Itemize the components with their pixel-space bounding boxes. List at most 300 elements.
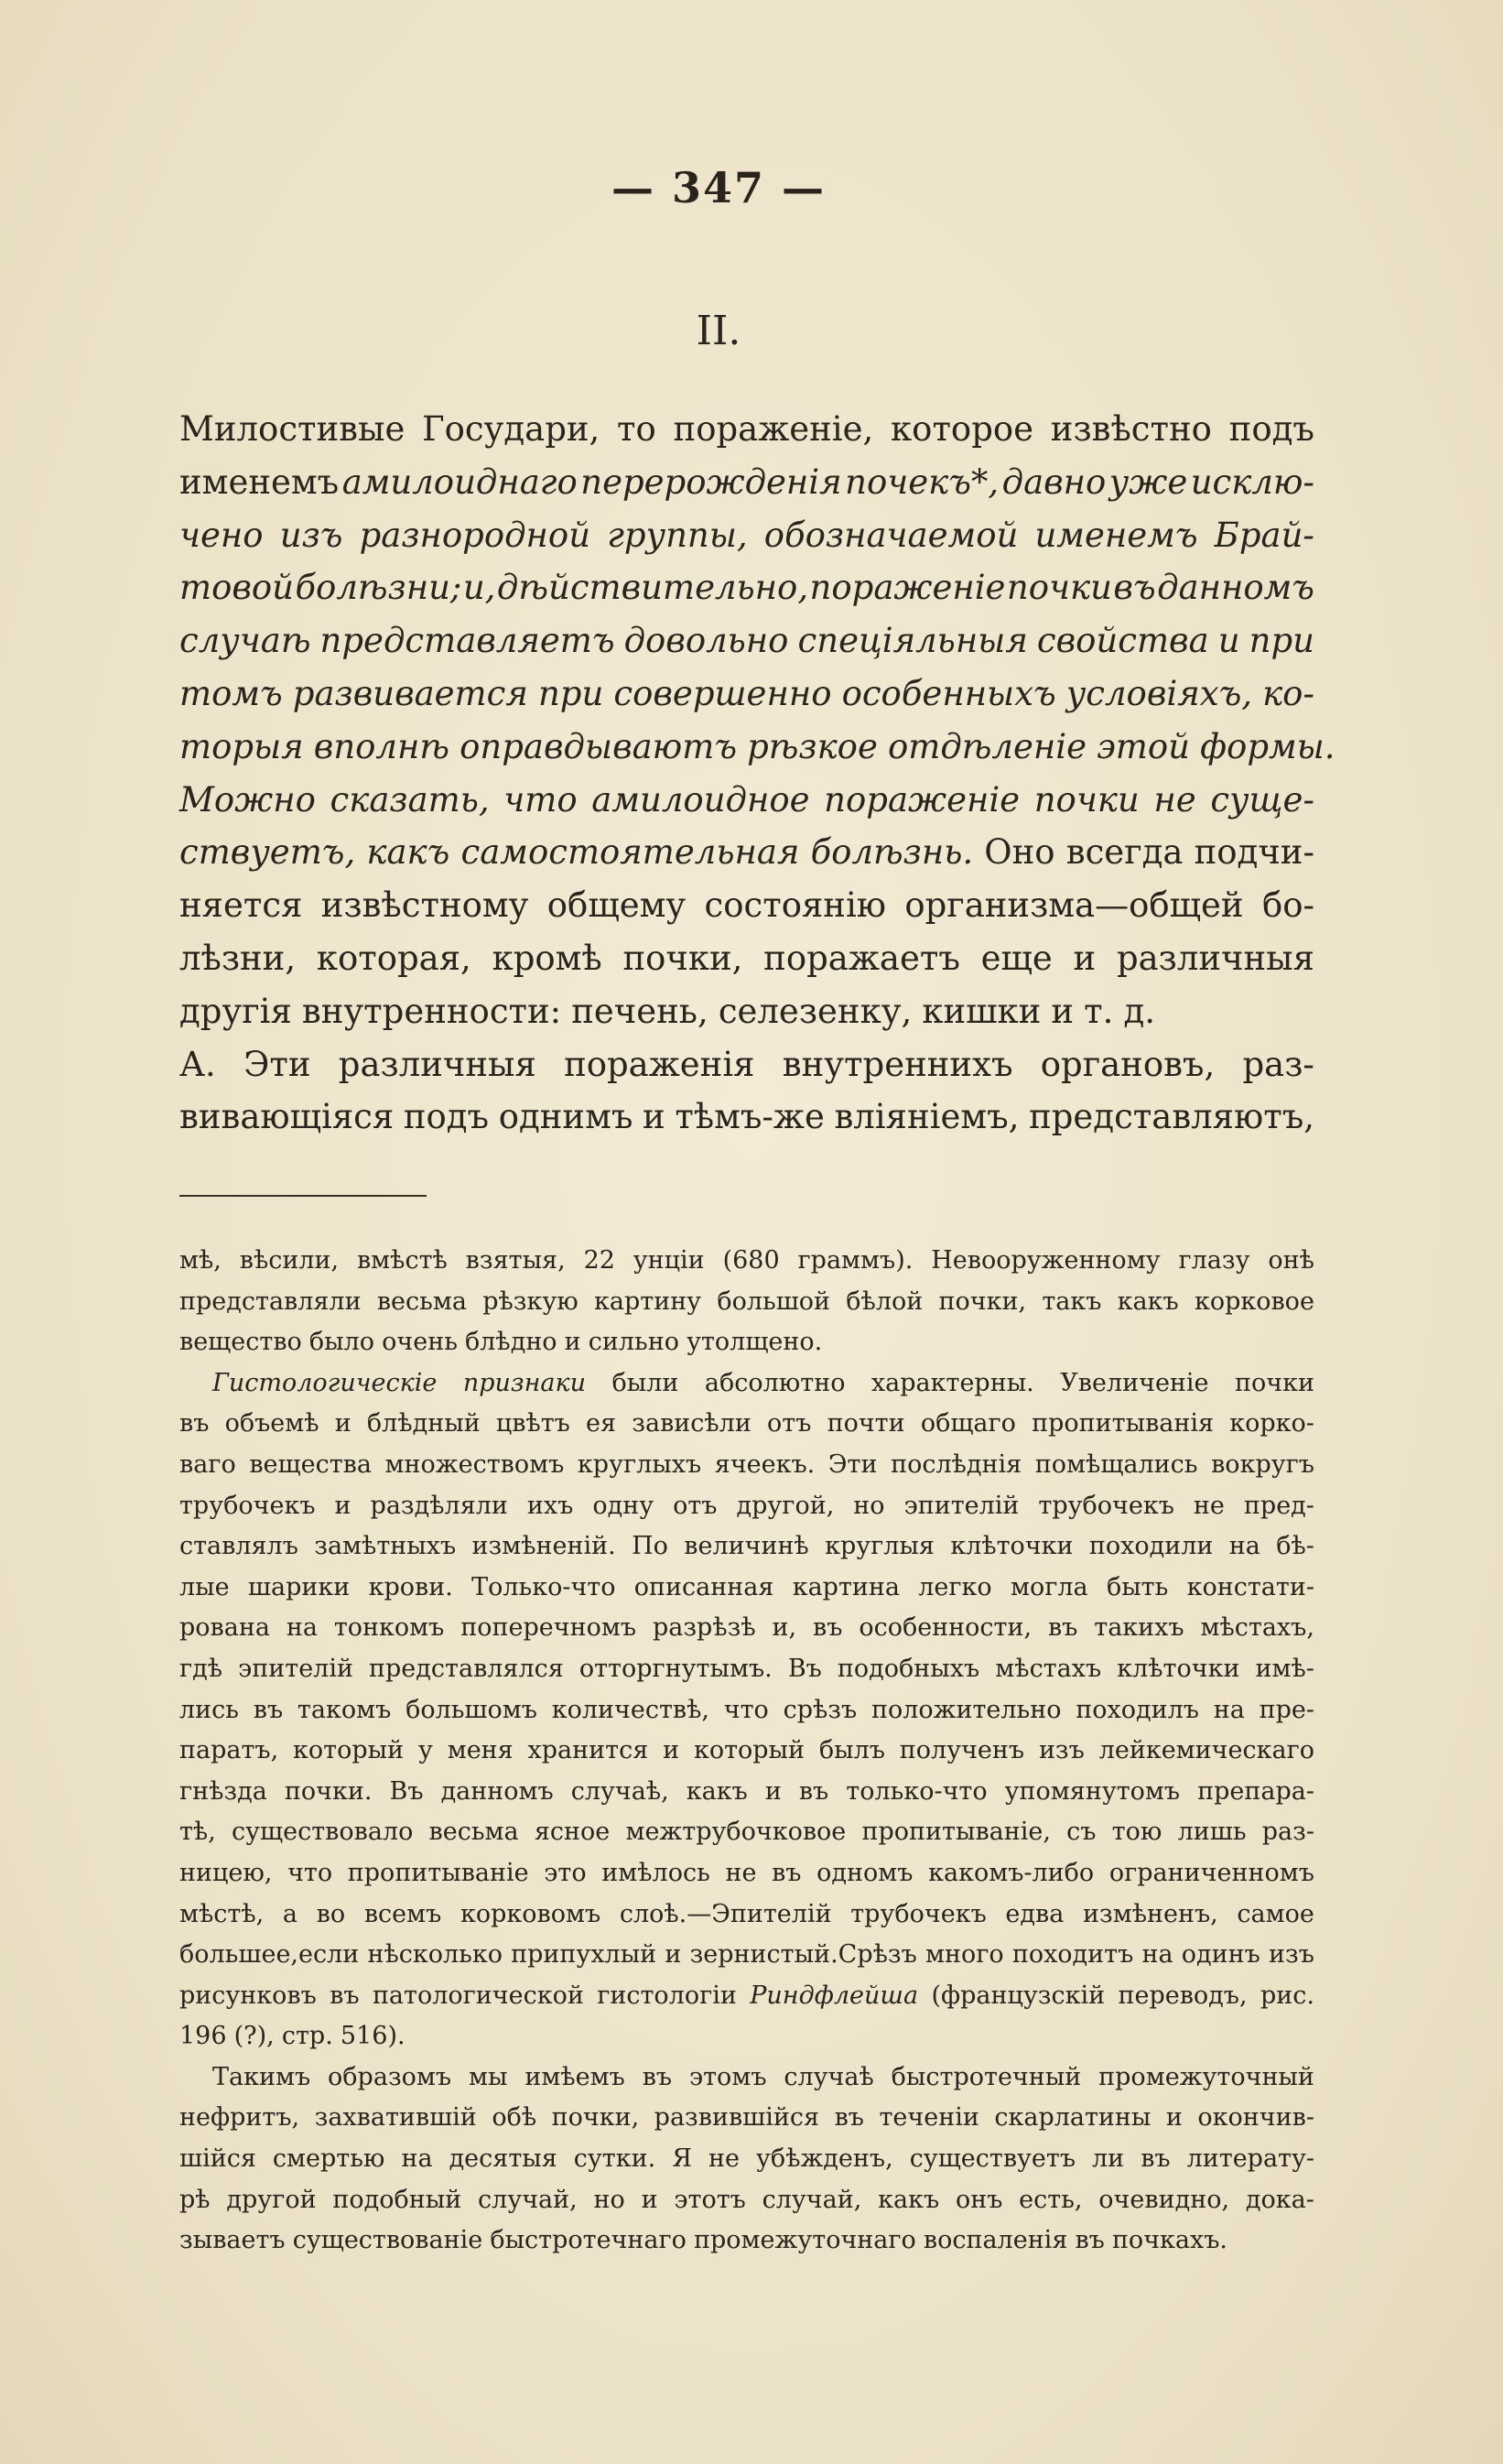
text-word: обозначаемой <box>763 515 1019 555</box>
text-word: на <box>1213 1695 1245 1724</box>
text-word: подъ <box>403 1097 490 1137</box>
text-word: въ <box>253 1695 284 1724</box>
text-word: Такимъ <box>212 2062 311 2091</box>
text-word: патологической <box>372 1981 584 2010</box>
text-word: извѣстному <box>320 885 529 926</box>
text-word: у <box>417 1736 433 1765</box>
text-word: почкахъ. <box>1111 2226 1227 2255</box>
text-word: этой <box>1097 726 1190 766</box>
text-word: самостоятельная <box>460 832 800 873</box>
text-word: это <box>544 1858 587 1887</box>
text-word: окончив- <box>1197 2103 1314 2133</box>
text-word: рована <box>179 1613 270 1643</box>
text-word: было <box>308 1328 375 1357</box>
text-word: въ <box>813 1613 843 1643</box>
text-word: случаѣ, <box>570 1776 669 1806</box>
text-word: и <box>764 1776 782 1806</box>
text-word: которая, <box>316 938 471 978</box>
text-word: ограниченномъ <box>1108 1858 1314 1887</box>
text-word: походитъ <box>1011 1940 1134 1970</box>
text-word: случаѣ <box>179 621 311 661</box>
text-line <box>179 1091 1314 1144</box>
text-word: ея <box>586 1409 617 1438</box>
text-word: дока- <box>1245 2185 1314 2214</box>
text-word: поперечномъ <box>460 1613 637 1643</box>
text-word: раз- <box>1261 1818 1314 1847</box>
text-word: нефритъ, <box>179 2103 300 2133</box>
text-line <box>179 1731 1314 1772</box>
text-word: этомъ <box>689 2062 767 2091</box>
text-word: на <box>1228 1532 1260 1561</box>
text-word: Въ <box>389 1776 424 1806</box>
text-line <box>179 1282 1314 1323</box>
text-word: не <box>725 1858 757 1887</box>
text-word: зависѣли <box>632 1409 752 1438</box>
text-word: промежуточнаго <box>694 2226 916 2255</box>
text-word: пропитываніе <box>347 1858 529 1887</box>
text-word: поражаетъ <box>763 938 960 978</box>
text-word: есть, <box>1019 2185 1083 2214</box>
text-word: отторгнутымъ. <box>578 1654 773 1683</box>
text-word: сильно <box>588 1328 679 1357</box>
text-word: большомъ <box>405 1695 537 1724</box>
text-word: переводъ, <box>1118 1981 1248 2010</box>
text-word: амилоидное <box>591 779 810 820</box>
text-word: гдѣ <box>179 1654 223 1683</box>
main-text <box>179 403 1335 1144</box>
text-line <box>179 1241 1314 1282</box>
text-line <box>179 721 1335 774</box>
text-line <box>179 774 1314 827</box>
text-word: печень, <box>571 991 708 1031</box>
text-word: не <box>1193 1491 1225 1520</box>
text-line <box>179 403 1314 456</box>
text-word: д. <box>1123 991 1156 1031</box>
text-word: различныя <box>1116 938 1314 978</box>
text-word: еще <box>980 938 1053 978</box>
text-word: одинъ <box>1181 1940 1260 1970</box>
text-word: такомъ <box>297 1695 392 1724</box>
text-word: въ <box>834 2103 864 2133</box>
text-word: почки. <box>284 1776 373 1806</box>
text-word: весьма <box>428 1818 519 1847</box>
notes-text <box>179 1241 1314 2262</box>
text-line <box>179 1853 1314 1894</box>
text-word: убѣжденъ, <box>756 2144 893 2174</box>
text-word: были <box>611 1368 679 1397</box>
text-word: цвѣтъ <box>495 1409 570 1438</box>
text-word: мѣстѣ, <box>179 1899 265 1928</box>
text-word: одномъ <box>816 1858 914 1887</box>
text-line <box>179 668 1314 721</box>
text-word: почки, <box>551 2103 640 2133</box>
text-word: тонкомъ <box>333 1613 445 1643</box>
text-word: другой <box>226 2185 317 2214</box>
text-word: не <box>1153 779 1196 820</box>
text-word: имѣемъ <box>524 2062 625 2091</box>
text-line <box>179 1690 1314 1731</box>
text-word: изъ <box>279 515 343 555</box>
text-word: гистологіи <box>597 1981 737 2010</box>
text-word: межтрубочковое <box>625 1818 847 1847</box>
text-word: нѣсколько <box>367 1940 503 1970</box>
text-word: рѣзкую <box>482 1286 578 1316</box>
text-word: что <box>723 1695 769 1724</box>
text-line <box>179 2220 1314 2262</box>
text-word: блѣдный <box>366 1409 481 1438</box>
text-word: не <box>708 2144 741 2174</box>
text-word: такъ <box>1042 1286 1102 1316</box>
text-word: бо- <box>1261 885 1314 926</box>
text-word: корковомъ <box>460 1899 601 1928</box>
text-word: подобныхъ <box>837 1654 980 1683</box>
text-word: срѣзъ <box>783 1695 858 1724</box>
text-word: группы, <box>607 515 748 555</box>
text-word: въ <box>179 1409 210 1438</box>
text-word: мѣстахъ, <box>1200 1613 1314 1643</box>
text-line <box>179 2098 1314 2139</box>
text-word: изъ <box>1269 1940 1314 1970</box>
text-line <box>179 1812 1314 1853</box>
text-word: въ <box>1113 568 1156 608</box>
text-word: 196 <box>179 2022 227 2051</box>
text-word: раздѣляли <box>370 1491 508 1520</box>
text-word: органовъ, <box>1040 1044 1216 1084</box>
text-word: которое <box>891 409 1034 449</box>
text-word: другой, <box>736 1491 835 1520</box>
text-line <box>179 2057 1314 2099</box>
text-word: организма—общей <box>904 885 1244 926</box>
text-word: и <box>663 1736 680 1765</box>
text-word: глазу <box>1178 1246 1250 1275</box>
text-word: и <box>334 1491 351 1520</box>
text-word: внутреннихъ <box>782 1044 1013 1084</box>
text-word: ли <box>1092 2144 1125 2174</box>
text-line <box>179 985 1314 1038</box>
text-word: кишки <box>922 991 1042 1031</box>
text-word: представляютъ, <box>1029 1097 1314 1137</box>
text-word: трубочекъ <box>179 1491 316 1520</box>
text-word: промежуточный <box>1098 2062 1314 2091</box>
text-word: крови. <box>368 1572 453 1601</box>
text-line <box>179 1568 1314 1609</box>
text-word: быстротечный <box>891 2062 1082 2091</box>
text-word: пораженіе, <box>673 409 874 449</box>
text-line <box>179 1322 1314 1363</box>
text-word: во <box>316 1899 346 1928</box>
text-word: Гистологическіе <box>212 1368 438 1397</box>
text-word: смертью <box>272 2144 385 2174</box>
text-word: стр. <box>281 2022 333 2051</box>
text-word: препара- <box>1197 1776 1314 1806</box>
page-number: — 347 — <box>611 163 827 212</box>
text-word: вивающіяся <box>179 1097 395 1137</box>
text-word: и <box>665 1940 682 1970</box>
text-word: эпителій <box>903 1491 1020 1520</box>
text-word: походилъ <box>1076 1695 1199 1724</box>
text-word: едва <box>1005 1899 1065 1928</box>
text-word: какъ <box>366 832 450 873</box>
text-word: эпителій <box>238 1654 353 1683</box>
text-word: мы <box>469 2062 508 2091</box>
text-word: упомянутомъ <box>1004 1776 1181 1806</box>
text-word: подобный <box>332 2185 462 2214</box>
text-word: полученъ <box>899 1736 1025 1765</box>
text-word: ячеекъ. <box>714 1449 816 1479</box>
text-word: и, <box>462 568 496 608</box>
text-word: особенныхъ <box>841 673 1056 713</box>
text-word: почекъ*, <box>845 461 1000 502</box>
text-word: вліяніемъ, <box>834 1097 1020 1137</box>
text-word: состоянію <box>704 885 887 926</box>
text-word: какъ <box>1117 1286 1179 1316</box>
text-word: формы. <box>1200 726 1335 766</box>
text-word: Только-что <box>471 1572 616 1601</box>
text-word: много <box>925 1940 1004 1970</box>
text-word: Государи, <box>422 409 600 449</box>
text-word: А. <box>179 1044 216 1084</box>
text-word: измѣненій. <box>471 1532 616 1561</box>
text-word: отъ <box>767 1409 812 1438</box>
text-word: скарлатины <box>994 2103 1152 2133</box>
text-word: обѣ <box>492 2103 537 2133</box>
text-word: зываетъ <box>179 2226 286 2255</box>
text-word: амилоиднаго <box>341 461 578 502</box>
text-word: общаго <box>920 1409 1016 1438</box>
text-word: Брай- <box>1214 515 1314 555</box>
text-word: граммъ). <box>797 1246 914 1275</box>
text-line <box>179 1363 1314 1405</box>
text-word: слоѣ.—Эпителій <box>619 1899 832 1928</box>
text-line <box>179 614 1314 668</box>
text-word: но <box>853 1491 885 1520</box>
text-word: вмѣстѣ <box>356 1246 448 1275</box>
text-word: какъ <box>878 2185 940 2214</box>
text-word: Оно <box>984 832 1055 873</box>
text-word: тѣмъ-же <box>675 1097 825 1137</box>
text-word: походили <box>1088 1532 1214 1561</box>
text-word: при <box>1249 621 1314 661</box>
text-word: Эти <box>827 1449 878 1479</box>
text-word: лѣзни, <box>179 938 297 978</box>
text-word: особенности, <box>859 1613 1033 1643</box>
text-word: и <box>1165 2103 1183 2133</box>
text-word: припухлый <box>511 1940 657 1970</box>
text-word: довольно <box>623 621 789 661</box>
text-word: данномъ <box>440 1776 554 1806</box>
text-word: круглыхъ <box>577 1449 702 1479</box>
text-word: разрѣзѣ <box>652 1613 756 1643</box>
text-word: весьма <box>376 1286 467 1316</box>
text-word: блѣдно <box>465 1328 557 1357</box>
text-word: помѣщались <box>1034 1449 1198 1479</box>
text-word: бѣ- <box>1276 1532 1314 1561</box>
text-word: что <box>287 1858 333 1887</box>
text-word: характерны. <box>870 1368 1034 1397</box>
text-word: Риндфлейша <box>750 1981 919 2010</box>
text-word: то <box>617 409 656 449</box>
text-word: По <box>632 1532 668 1561</box>
text-word: вокругъ <box>1211 1449 1314 1479</box>
text-word: шійся <box>179 2144 256 2174</box>
text-word: быть <box>1106 1572 1169 1601</box>
text-word: очевидно, <box>1098 2185 1230 2214</box>
text-line <box>179 561 1314 614</box>
text-word: объемѣ <box>224 1409 319 1438</box>
text-word: Милостивые <box>179 409 405 449</box>
text-word: онѣ <box>1268 1246 1314 1275</box>
text-word: (?), <box>233 2022 275 2051</box>
text-word: Я <box>672 2144 693 2174</box>
text-word: пораженія <box>564 1044 755 1084</box>
text-word: положительно <box>870 1695 1062 1724</box>
text-word: случаѣ <box>784 2062 874 2091</box>
text-word: всегда <box>1065 832 1184 873</box>
text-word: Эти <box>243 1044 311 1084</box>
text-word: въ <box>1141 2144 1171 2174</box>
text-line <box>179 932 1314 985</box>
text-word: общему <box>546 885 687 926</box>
text-word: изъ <box>1038 1736 1085 1765</box>
text-word: мѣ, <box>179 1246 222 1275</box>
text-word: такихъ <box>1094 1613 1184 1643</box>
text-word: отдѣленіе <box>887 726 1087 766</box>
text-word: только-что <box>846 1776 988 1806</box>
text-word: (680 <box>722 1246 780 1275</box>
text-word: литерату- <box>1186 2144 1314 2174</box>
text-word: въ <box>1075 2226 1105 2255</box>
footnote-rule <box>179 1195 427 1197</box>
text-word: могла <box>1010 1572 1088 1601</box>
text-word: множествомъ <box>384 1449 565 1479</box>
text-word: въ <box>642 2062 673 2091</box>
text-line <box>179 1404 1314 1445</box>
text-word: болѣзни; <box>295 568 462 608</box>
text-word: который <box>693 1736 806 1765</box>
text-word: бѣлой <box>846 1286 924 1316</box>
text-word: что <box>503 779 578 820</box>
text-word: томъ <box>179 673 283 713</box>
text-word: тою <box>1111 1818 1162 1847</box>
text-word: былъ <box>818 1736 885 1765</box>
text-word: рисунковъ <box>179 1981 317 2010</box>
text-word: корко- <box>1229 1409 1314 1438</box>
text-word: случай, <box>478 2185 578 2214</box>
text-word: меня <box>447 1736 514 1765</box>
text-word: перерожденія <box>580 461 842 502</box>
text-line <box>179 1526 1314 1568</box>
text-word: болѣзнь. <box>810 832 974 873</box>
text-word: мѣстахъ <box>995 1654 1102 1683</box>
text-line <box>179 456 1314 509</box>
text-word: няется <box>179 885 303 926</box>
text-word: клѣточки <box>950 1532 1074 1561</box>
text-word: существовало <box>232 1818 414 1847</box>
text-word: а <box>282 1899 297 1928</box>
text-word: абсолютно <box>704 1368 846 1397</box>
text-word: описанная <box>633 1572 774 1601</box>
text-word: въ <box>1047 1613 1078 1643</box>
text-word: дѣйствительно, <box>496 568 809 608</box>
text-line <box>179 2139 1314 2180</box>
text-word: другія <box>179 991 292 1031</box>
text-word: подчи- <box>1194 832 1314 873</box>
text-word: Въ <box>787 1654 822 1683</box>
text-word: суще- <box>1210 779 1314 820</box>
text-word: ихъ <box>526 1491 574 1520</box>
text-word: клѣточки <box>1117 1654 1240 1683</box>
text-word: оправдываютъ <box>460 726 737 766</box>
text-word: послѣднія <box>891 1449 1022 1479</box>
text-word: почки, <box>622 938 743 978</box>
text-word: шарики <box>247 1572 351 1601</box>
text-word: десятыя <box>449 2144 557 2174</box>
text-word: уже <box>1108 461 1188 502</box>
text-word: признаки <box>462 1368 587 1397</box>
text-word: на <box>1141 1940 1173 1970</box>
text-word: количествѣ, <box>551 1695 709 1724</box>
text-word: измѣненъ, <box>1083 1899 1218 1928</box>
text-word: легко <box>918 1572 992 1601</box>
text-word: селезенку, <box>718 991 913 1031</box>
text-word: ствуетъ, <box>179 832 356 873</box>
text-line <box>179 1772 1314 1813</box>
text-word: круглыя <box>825 1532 935 1561</box>
text-word: пред- <box>1243 1491 1314 1520</box>
text-word: вѣсили, <box>239 1246 340 1275</box>
text-word: Невооруженному <box>931 1246 1161 1275</box>
text-word: трубочекъ <box>850 1899 987 1928</box>
text-word: замѣтныхъ <box>314 1532 457 1561</box>
text-word: спеціяльныя <box>797 621 1028 661</box>
text-word: и <box>1073 938 1097 978</box>
text-line <box>179 509 1314 562</box>
text-line <box>179 1649 1314 1690</box>
text-word: ваго <box>179 1449 236 1479</box>
text-word: съ <box>1066 1818 1097 1847</box>
text-word: раз- <box>1242 1044 1314 1084</box>
text-word: т. <box>1084 991 1114 1031</box>
text-word: зернистый.Срѣзъ <box>689 1940 917 1970</box>
text-word: почки <box>1235 1368 1314 1397</box>
text-word: большой <box>717 1286 831 1316</box>
text-word: сказать, <box>330 779 490 820</box>
text-word: исклю- <box>1190 461 1314 502</box>
text-word: въ <box>772 1858 802 1887</box>
text-word: величинѣ <box>684 1532 809 1561</box>
text-word: этотъ <box>674 2185 746 2214</box>
text-word: кромѣ <box>492 938 602 978</box>
text-word: сутки. <box>573 2144 656 2174</box>
text-word: рѣзкое <box>747 726 878 766</box>
text-word: рѣ <box>179 2185 211 2214</box>
text-word: воспаленія <box>923 2226 1068 2255</box>
text-word: подъ <box>1228 409 1314 449</box>
text-word: Можно <box>179 779 316 820</box>
text-word: свойства <box>1036 621 1209 661</box>
text-word: 22 <box>583 1246 615 1275</box>
text-word: при <box>537 673 604 713</box>
text-word: рис. <box>1260 1981 1314 2010</box>
text-line <box>179 1935 1314 1976</box>
text-word: лые <box>179 1572 230 1601</box>
text-word: (французскій <box>931 1981 1106 2010</box>
text-word: констати- <box>1186 1572 1314 1601</box>
text-word: лишь <box>1177 1818 1247 1847</box>
text-word: пре- <box>1259 1695 1314 1724</box>
text-word: образомъ <box>328 2062 452 2091</box>
text-line <box>179 2016 1314 2057</box>
